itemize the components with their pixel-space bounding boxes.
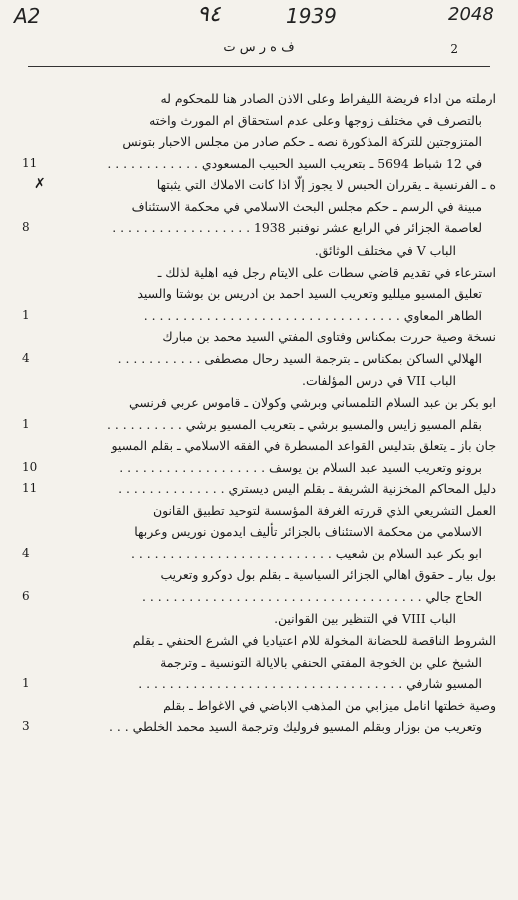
- toc-entry: [22, 88, 496, 174]
- toc-entry-line: لعاصمة الجزائر في الرابع عشر نوفنبر 1938 . . . . . . . . . . . . . . . . . .: [112, 220, 482, 235]
- toc-entry-line: مبينة في الرسم ـ حكم مجلس البحث الاسلامي في محكمة الاستئناف: [131, 198, 482, 214]
- toc-entry-line: بقلم المسيو زايس والمسيو برشي ـ بتعريب المسيو برشي . . . . . . . . . .: [107, 416, 482, 432]
- toc-entry-line: نسخة وصية حررت بمكناس وفتاوى المفتي السيد محمد بن مبارك: [162, 329, 496, 344]
- section-heading: الباب VII في درس المؤلفات.: [302, 373, 456, 388]
- toc-entry-line: وتعريب من بوزار وبقلم المسيو فروليك وترجمة السيد محمد الخلطي . . .: [109, 719, 482, 734]
- section-heading: الباب VIII في التنظير بين القوانين.: [274, 611, 456, 626]
- toc-entry: [22, 435, 496, 478]
- toc-page-number: 11: [22, 481, 38, 495]
- handwritten-note-right: 2048: [448, 4, 494, 25]
- handwritten-note-year: 1939: [286, 4, 337, 28]
- toc-entry: [22, 326, 496, 369]
- toc-entry-line: جان باز ـ يتعلق بتدليس القواعد المسطرة في الفقه الاسلامي ـ بقلم المسيو: [111, 438, 496, 453]
- header-divider: [28, 66, 490, 67]
- page-title: ف ه ر س ت: [223, 40, 295, 55]
- toc-page-number: 10: [22, 459, 38, 474]
- toc-entry-line: تعليق المسيو ميلليو وتعريب السيد احمد بن ادريس بن بوشتا والسيد: [137, 286, 482, 301]
- toc-entry-line: الطاهر المعاوي . . . . . . . . . . . . . . . . . . . . . . . . . . . . . . . . .: [143, 307, 482, 323]
- handwritten-note-center: ٩٤: [197, 2, 221, 27]
- toc-entry-line: ابو بكر عبد السلام بن شعيب . . . . . . . . . . . . . . . . . . . . . . . . . .: [130, 545, 482, 561]
- section-heading: الباب V في مختلف الوثائق.: [314, 242, 456, 258]
- toc-entry-line: برونو وتعريب السيد عبد السلام بن يوسف . . . . . . . . . . . . . . . . . . .: [119, 459, 482, 475]
- toc-entry-line: المتزوجتين للتركة المذكورة نصه ـ حكم صادر من مجلس الاحبار بتونس: [122, 134, 482, 149]
- toc-page-number: 8: [22, 220, 30, 234]
- toc-page-number: 3: [22, 719, 30, 733]
- toc-entry: [22, 564, 496, 607]
- toc-entry-line: ارملته من اداء فريضة الليفراط وعلى الاذن الصادر هنا للمحكوم له: [160, 91, 496, 106]
- toc-entry-line: الاسلامي من محكمة الاستئناف بالجزائر تأليف ايدمون نوريس وعربها: [134, 524, 482, 539]
- toc-page-number: 4: [22, 350, 30, 365]
- margin-check-mark: ✗: [34, 176, 46, 192]
- toc-entry: [22, 174, 496, 239]
- toc-entry-line: الهلالي الساكن بمكناس ـ بترجمة السيد رحال مصطفى . . . . . . . . . . .: [117, 350, 482, 366]
- toc-entry-line: الحاج جالي . . . . . . . . . . . . . . . . . . . . . . . . . . . . . . . . . . . .: [141, 588, 482, 604]
- toc-entry: [22, 478, 496, 500]
- toc-page-number: 6: [22, 588, 30, 603]
- toc-page-number: 11: [22, 155, 38, 170]
- toc-page-number: 1: [22, 416, 30, 431]
- toc-entry-line: بالتصرف في مختلف زوجها وعلى عدم استحقاق ام المورث واخته: [149, 112, 482, 128]
- toc-entry-line: الشيخ علي بن الخوجة المفتي الحنفي بالايالة التونسية ـ وترجمة: [160, 654, 482, 670]
- toc-entry: [22, 630, 496, 695]
- toc-entry-line: وصية خطتها انامل ميزابي من المذهب الاباضي في الاغواط ـ بقلم: [163, 697, 496, 713]
- toc-entry-line: الشروط الناقصة للحضانة المخولة للام اعتياديا في الشرع الحنفي ـ بقلم: [132, 633, 496, 648]
- toc-entry-line: بول بيار ـ حقوق اهالي الجزائر السياسية ـ بقلم بول دوكرو وتعريب: [160, 567, 496, 582]
- toc-entry: [22, 500, 496, 565]
- toc-page-number: 4: [22, 545, 30, 560]
- toc-entry: [22, 392, 496, 435]
- toc-entry: [22, 262, 496, 327]
- toc-entry-line: العمل التشريعي الذي قررته الغرفة المؤسسة لتوحيد تطبيق القانون: [152, 502, 496, 518]
- toc-entry-line: استرعاء في تقديم قاضي سطات على الايتام رجل فيه اهلية لذلك ـ: [157, 264, 496, 280]
- toc-entry: [22, 695, 496, 738]
- toc-entry-line: في 12 شباط 5694 ـ بتعريب السيد الحبيب المسعودي . . . . . . . . . . . .: [107, 155, 482, 171]
- table-of-contents: [22, 88, 496, 738]
- toc-entry-line: ابو بكر بن عبد السلام التلمساني وبرشي وكولان ـ قاموس عربي فرنسي: [129, 395, 496, 410]
- toc-page-number: 1: [22, 307, 30, 322]
- toc-entry-line: المسيو شارفي . . . . . . . . . . . . . . . . . . . . . . . . . . . . . . . . . .: [138, 676, 482, 691]
- handwritten-note-left: A2: [14, 4, 41, 28]
- toc-page-number: 1: [22, 676, 30, 690]
- page-number: 2: [450, 42, 458, 56]
- toc-entry-line: دليل المحاكم المخزنية الشريفة ـ بقلم اليس ديستري . . . . . . . . . . . . . .: [118, 481, 496, 496]
- toc-entry-line: ه ـ الفرنسية ـ يقرران الحبس لا يجوز إلّا اذا كانت الاملاك التي يثبتها: [156, 177, 496, 192]
